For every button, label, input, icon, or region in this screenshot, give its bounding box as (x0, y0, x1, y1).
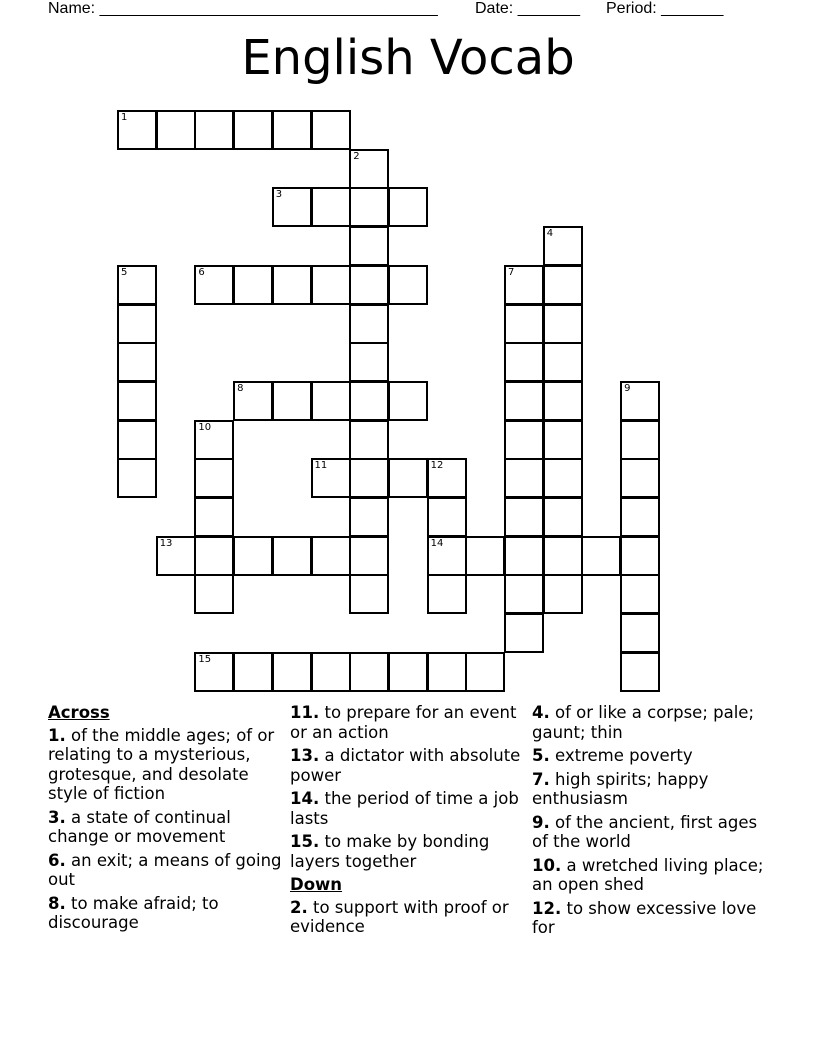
grid-cell[interactable] (272, 187, 312, 227)
clue-down-5: 5. extreme poverty (532, 746, 693, 765)
grid-cell[interactable] (543, 265, 583, 305)
page-title: English Vocab (241, 30, 575, 86)
clues-column-1 (48, 703, 282, 937)
grid-cell[interactable] (233, 265, 273, 305)
clue-number: 8 (237, 382, 244, 394)
clue-number: 4 (546, 228, 554, 240)
grid-cell[interactable] (117, 342, 157, 382)
grid-cell[interactable] (272, 652, 312, 692)
grid-cell[interactable] (504, 342, 544, 382)
clue-across-6: 6. an exit; a means of going out (48, 850, 282, 889)
grid-cell[interactable] (117, 381, 157, 421)
grid-cell[interactable] (620, 574, 660, 614)
grid-cell[interactable] (349, 149, 389, 189)
grid-cell[interactable] (311, 110, 351, 150)
grid-cell[interactable] (233, 110, 273, 150)
across-heading: Across (48, 703, 110, 722)
grid-cell[interactable] (117, 304, 157, 344)
grid-cell[interactable] (620, 381, 660, 421)
clue-number: 6 (198, 266, 205, 278)
clue-number: 15 (198, 653, 212, 665)
grid-cell[interactable] (117, 265, 157, 305)
grid-cell[interactable] (504, 265, 544, 305)
grid-cell[interactable] (543, 536, 583, 576)
clue-down-12: 12. to show excessive love for (532, 898, 757, 937)
clues-column-2 (290, 703, 524, 941)
grid-cell[interactable] (156, 110, 196, 150)
grid-cell[interactable] (194, 265, 234, 305)
grid-cell[interactable] (543, 342, 583, 382)
grid-cell[interactable] (504, 613, 544, 653)
grid-cell[interactable] (388, 265, 428, 305)
grid-cell[interactable] (233, 652, 273, 692)
grid-cell[interactable] (233, 536, 273, 576)
grid-cell[interactable] (311, 265, 351, 305)
grid-cell[interactable] (504, 381, 544, 421)
grid-cell[interactable] (620, 613, 660, 653)
grid-cell[interactable] (349, 536, 389, 576)
grid-cell[interactable] (388, 458, 428, 498)
grid-cell[interactable] (311, 536, 351, 576)
grid-cell[interactable] (349, 420, 389, 460)
clue-number: 10 (198, 421, 212, 433)
clue-across-15: 15. to make by bonding layers together (290, 832, 490, 871)
grid-cell[interactable] (194, 652, 234, 692)
grid-cell[interactable] (233, 381, 273, 421)
grid-cell[interactable] (620, 458, 660, 498)
period-field-label: Period: _______ (606, 0, 724, 17)
grid-cell[interactable] (311, 458, 351, 498)
grid-cell[interactable] (194, 574, 234, 614)
clue-across-11: 11. to prepare for an event or an action (290, 703, 517, 742)
clue-across-14: 14. the period of time a job lasts (290, 789, 519, 828)
grid-cell[interactable] (427, 536, 467, 576)
grid-cell[interactable] (349, 497, 389, 537)
grid-cell[interactable] (272, 110, 312, 150)
grid-cell[interactable] (388, 187, 428, 227)
grid-cell[interactable] (311, 381, 351, 421)
grid-cell[interactable] (272, 536, 312, 576)
grid-cell[interactable] (543, 226, 583, 266)
clue-across-1: 1. of the middle ages; of or relating to a mysterious, grotesque, and desolate style of fiction (48, 725, 275, 803)
grid-cell[interactable] (465, 536, 505, 576)
clue-down-7: 7. high spirits; happy enthusiasm (532, 769, 709, 808)
grid-cell[interactable] (465, 652, 505, 692)
grid-cell[interactable] (349, 381, 389, 421)
grid-cell[interactable] (272, 381, 312, 421)
clue-number: 11 (314, 460, 328, 472)
clue-number: 3 (275, 189, 283, 201)
grid-cell[interactable] (194, 110, 234, 150)
grid-cell[interactable] (427, 458, 467, 498)
grid-cell[interactable] (194, 458, 234, 498)
grid-cell[interactable] (156, 536, 196, 576)
grid-cell[interactable] (427, 497, 467, 537)
clues-column-3 (532, 703, 766, 942)
grid-cell[interactable] (581, 536, 621, 576)
grid-cell[interactable] (543, 381, 583, 421)
grid-cell[interactable] (620, 536, 660, 576)
grid-cell[interactable] (504, 497, 544, 537)
grid-cell[interactable] (311, 652, 351, 692)
grid-cell[interactable] (349, 342, 389, 382)
grid-cell[interactable] (349, 652, 389, 692)
clue-down-4: 4. of or like a corpse; pale; gaunt; thin (532, 703, 755, 742)
clue-across-13: 13. a dictator with absolute power (290, 746, 521, 785)
clue-across-3: 3. a state of continual change or movement (48, 807, 231, 846)
grid-cell[interactable] (504, 574, 544, 614)
grid-cell[interactable] (194, 420, 234, 460)
grid-cell[interactable] (349, 458, 389, 498)
grid-cell[interactable] (543, 458, 583, 498)
clue-down-9: 9. of the ancient, first ages of the world (532, 812, 758, 851)
clue-number: 2 (353, 150, 360, 162)
grid-cell[interactable] (543, 574, 583, 614)
grid-cell[interactable] (620, 497, 660, 537)
clue-number: 1 (121, 112, 128, 123)
grid-cell[interactable] (620, 652, 660, 692)
grid-cell[interactable] (117, 420, 157, 460)
grid-cell[interactable] (117, 458, 157, 498)
grid-cell[interactable] (388, 381, 428, 421)
grid-cell[interactable] (543, 497, 583, 537)
down-heading: Down (290, 875, 343, 894)
grid-cell[interactable] (504, 536, 544, 576)
grid-cell[interactable] (349, 574, 389, 614)
clue-number: 7 (508, 266, 515, 278)
grid-cell[interactable] (543, 420, 583, 460)
name-field-label: Name: ______________________________________ (48, 0, 438, 17)
grid-cell[interactable] (349, 226, 389, 266)
grid-cell[interactable] (194, 497, 234, 537)
grid-cell[interactable] (272, 265, 312, 305)
grid-cell[interactable] (427, 574, 467, 614)
grid-cell[interactable] (117, 110, 157, 150)
grid-cell[interactable] (349, 187, 389, 227)
grid-cell[interactable] (504, 420, 544, 460)
grid-cell[interactable] (620, 420, 660, 460)
grid-cell[interactable] (543, 304, 583, 344)
grid-cell[interactable] (504, 458, 544, 498)
clue-number: 9 (624, 382, 631, 394)
clue-number: 5 (121, 266, 128, 278)
clue-number: 13 (159, 537, 173, 549)
grid-cell[interactable] (349, 265, 389, 305)
grid-cell[interactable] (311, 187, 351, 227)
grid-cell[interactable] (504, 304, 544, 344)
grid-cell[interactable] (388, 652, 428, 692)
date-field-label: Date: _______ (475, 0, 580, 17)
clue-down-10: 10. a wretched living place; an open shed (532, 855, 764, 894)
grid-cell[interactable] (194, 536, 234, 576)
grid-cell[interactable] (349, 304, 389, 344)
clue-number: 12 (430, 460, 444, 472)
grid-cell[interactable] (427, 652, 467, 692)
clue-number: 14 (430, 537, 444, 549)
clue-across-8: 8. to make afraid; to discourage (48, 893, 219, 932)
clue-down-2: 2. to support with proof or evidence (290, 897, 509, 936)
